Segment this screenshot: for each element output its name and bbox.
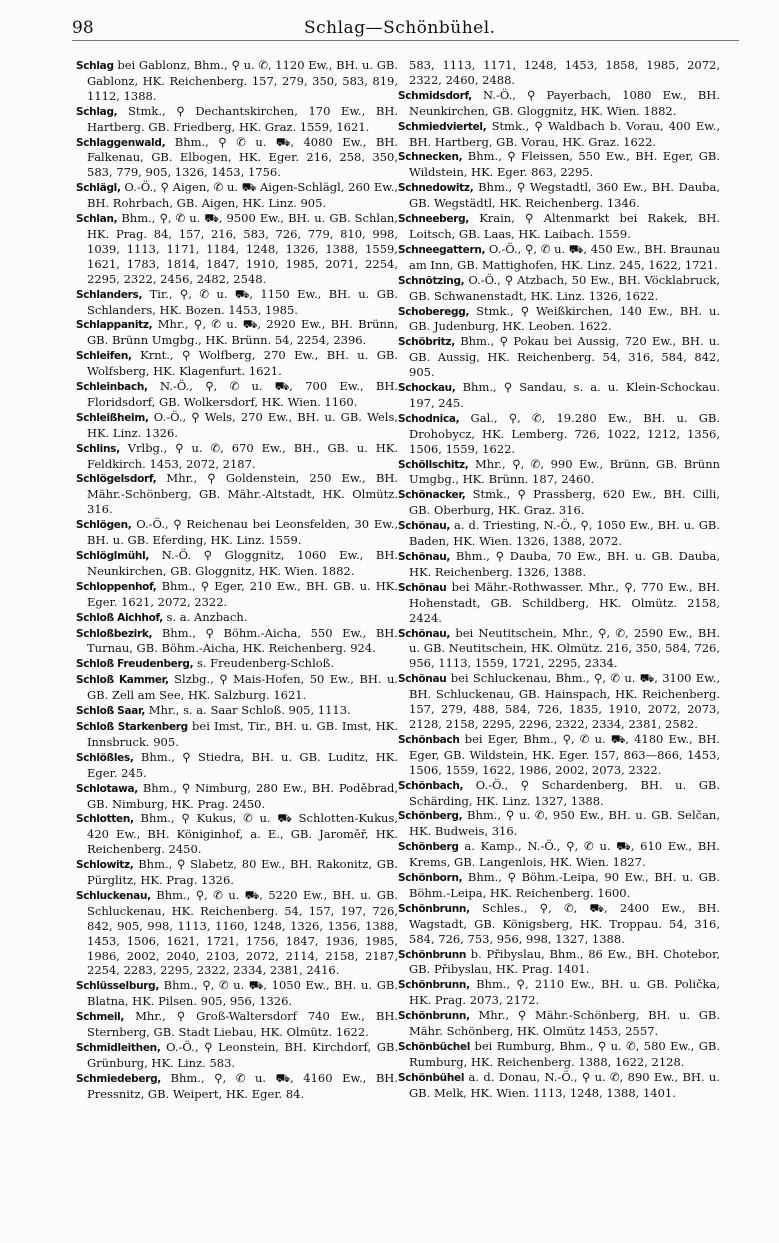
gazetteer-entry xyxy=(398,977,720,1008)
gazetteer-entry xyxy=(398,149,720,180)
entry-text: bei Eger, Bhm., ⚲, ✆ u. ⛟, 4180 Ew., BH. Eger, GB. Wildstein, HK. Eger. 157, 863—866, 1453, 1506, 1559, 1622, 1986, 2002, 2073, 2322. xyxy=(409,731,721,777)
entry-text: Stmk., ⚲ Weißkirchen, 140 Ew., BH. u. GB. Judenburg, HK. Leoben. 1622. xyxy=(409,303,721,334)
gazetteer-entry xyxy=(398,58,720,88)
gazetteer-entry xyxy=(76,1009,398,1040)
entry-headword: Schlögelsdorf, xyxy=(76,473,157,486)
entry-text: Bhm., ⚲, ✆ u. ⛟, 9500 Ew., BH. u. GB. Schlan, HK. Prag. 84, 157, 216, 583, 726, 779, 810, 998, 1039, 1113, 1171, 1184, 1248, 1326, 1388, 1559, 1621, 1783, 1814, 1847, 1910, 1985, 2071, 2254, 2295, 2322, 2456, 2482, 2548. xyxy=(87,211,398,286)
gazetteer-entry xyxy=(398,870,720,901)
entry-headword: Schlotawa, xyxy=(76,782,138,795)
entry-headword: Schlanders, xyxy=(76,288,143,301)
entry-headword: Schlüsselburg, xyxy=(76,980,160,993)
entry-headword: Schönbrunn, xyxy=(398,979,470,992)
entry-headword: Schneegattern, xyxy=(398,243,486,256)
gazetteer-entry xyxy=(76,548,398,579)
gazetteer-entry xyxy=(76,672,398,703)
entry-headword: Schnecken, xyxy=(398,151,463,164)
entry-text: b. Přibyslau, Bhm., 86 Ew., BH. Chotebor, GB. Přibyslau, HK. Prag. 1401. xyxy=(409,946,720,977)
gazetteer-entry xyxy=(76,104,398,135)
entry-headword: Schlag xyxy=(76,60,114,72)
entry-text: Mhr., ⚲ Groß-Waltersdorf 740 Ew., BH. Sternberg, GB. Stadt Liebau, HK. Olmütz. 1622. xyxy=(87,1009,398,1040)
gazetteer-entry xyxy=(76,610,398,626)
entry-text: O.-Ö., ⚲ Leonstein, BH. Kirchdorf, GB. Grünburg, HK. Linz. 583. xyxy=(87,1040,399,1070)
entry-text: bei Imst, Tir., BH. u. GB. Imst, HK. Innsbruck. 905. xyxy=(87,718,398,749)
entry-text: a. d. Donau, N.-Ö., ⚲ u. ✆, 890 Ew., BH. u. GB. Melk, HK. Wien. 1113, 1248, 1388, 1401. xyxy=(409,1069,720,1100)
gazetteer-entry xyxy=(76,781,398,812)
entry-headword: Schönau xyxy=(398,581,447,594)
entry-headword: Schloß Aichhof, xyxy=(76,611,163,624)
entry-headword: Schodnica, xyxy=(398,412,460,425)
entry-text: Mhr., ⚲, ✆, 990 Ew., Brünn, GB. Brünn Umgbg., HK. Brünn. 187, 2460. xyxy=(409,456,721,487)
gazetteer-entry xyxy=(398,518,720,549)
gazetteer-entry xyxy=(398,626,720,672)
right-column xyxy=(398,58,720,1101)
entry-text: bei Mähr.-Rothwasser. Mhr., ⚲, 770 Ew., BH. Hohenstadt, GB. Schildberg, HK. Olmütz. 2158, 2424. xyxy=(409,579,720,625)
entry-headword: Schönbüchel xyxy=(398,1041,471,1053)
gazetteer-entry xyxy=(398,671,720,732)
entry-headword: Schlotten, xyxy=(76,813,134,826)
entry-headword: Schleifen, xyxy=(76,350,132,363)
entry-headword: Schloßbezirk, xyxy=(76,627,153,640)
entry-headword: Schloß Freudenberg, xyxy=(76,658,194,671)
entry-text: bei Gablonz, Bhm., ⚲ u. ✆, 1120 Ew., BH. u. GB. Gablonz, HK. Reichenberg. 157, 279, 350, 583, 819, 1112, 1388. xyxy=(87,58,398,103)
entry-text: Bhm., ⚲ Böhm.-Leipa, 90 Ew., BH. u. GB. Böhm.-Leipa, HK. Reichenberg. 1600. xyxy=(409,870,721,900)
gazetteer-entry xyxy=(76,719,398,750)
gazetteer-entry xyxy=(398,457,720,488)
gazetteer-entry xyxy=(76,211,398,287)
gazetteer-entry xyxy=(398,180,720,211)
entry-headword: Schockau, xyxy=(398,382,456,395)
entry-headword: Schmidleithen, xyxy=(76,1042,161,1054)
entry-headword: Schmidsdorf, xyxy=(398,89,472,102)
entry-headword: Schleinbach, xyxy=(76,381,148,394)
entry-text: Bhm., ⚲ Eger, 210 Ew., BH. GB. u. HK. Eger. 1621, 2072, 2322. xyxy=(87,578,399,609)
gazetteer-entry xyxy=(398,88,720,119)
entry-text: bei Rumburg, Bhm., ⚲ u. ✆, 580 Ew., GB. Rumburg, HK. Reichenberg. 1388, 1622, 2128. xyxy=(409,1039,721,1069)
entry-text: Mhr., ⚲ Mähr.-Schönberg, BH. u. GB. Mähr. Schönberg, HK. Olmütz 1453, 2557. xyxy=(409,1008,721,1039)
entry-headword: Schönbach, xyxy=(398,779,464,792)
gazetteer-entry xyxy=(398,839,720,870)
gazetteer-entry xyxy=(398,211,720,242)
gazetteer-entry xyxy=(398,334,720,380)
entry-text: Bhm., ⚲, 2110 Ew., BH. u. GB. Polička, HK. Prag. 2073, 2172. xyxy=(409,977,721,1008)
entry-headword: Schönau, xyxy=(398,627,451,640)
gazetteer-entry xyxy=(76,1071,398,1102)
entry-headword: Schlägl, xyxy=(76,182,121,195)
gazetteer-entry xyxy=(398,242,720,273)
entry-text: Bhm., ⚲ Stiedra, BH. u. GB. Luditz, HK. Eger. 245. xyxy=(87,749,398,780)
entry-headword: Schloß Saar, xyxy=(76,705,146,718)
gazetteer-entry xyxy=(76,626,398,657)
entry-headword: Schmiedeberg, xyxy=(76,1072,161,1085)
entry-headword: Schlins, xyxy=(76,442,120,455)
gazetteer-entry xyxy=(76,579,398,610)
entry-headword: Schlan, xyxy=(76,213,118,226)
entry-headword: Schoberegg, xyxy=(398,305,470,318)
entry-headword: Schönau xyxy=(398,673,447,686)
entry-text: Slzbg., ⚲ Mais-Hofen, 50 Ew., BH. u. GB. Zell am See, HK. Salzburg. 1621. xyxy=(87,672,399,703)
entry-text: s. a. Anzbach. xyxy=(166,609,248,624)
entry-text: O.-Ö., ⚲, ✆ u. ⛟, 450 Ew., BH. Braunau am Inn, GB. Mattighofen, HK. Linz. 245, 1622, 1721. xyxy=(409,241,721,272)
entry-headword: Schönberg xyxy=(398,841,459,854)
entry-headword: Schlappanitz, xyxy=(76,319,153,332)
entry-text: O.-Ö., ⚲ Wels, 270 Ew., BH. u. GB. Wels, HK. Linz. 1326. xyxy=(87,409,399,440)
entry-headword: Schleißheim, xyxy=(76,411,149,424)
entry-text: a. d. Triesting, N.-Ö., ⚲, 1050 Ew., BH. u. GB. Baden, HK. Wien. 1326, 1388, 2072. xyxy=(409,518,720,549)
entry-headword: Schluckenau, xyxy=(76,889,151,902)
entry-text: bei Schluckenau, Bhm., ⚲, ✆ u. ⛟, 3100 Ew., BH. Schluckenau, GB. Hainspach, HK. Reichenberg. 157, 279, 488, 584, 726, 1835, 1910, 2072, 2073, 2128, 2158, 2295, 2296, 2322, 2334, 2381, 2582. xyxy=(409,671,720,731)
gazetteer-entry xyxy=(398,580,720,626)
entry-headword: Schönacker, xyxy=(398,489,466,502)
gazetteer-entry xyxy=(76,703,398,719)
entry-headword: Schönberg, xyxy=(398,810,463,823)
entry-text: Bhm., ⚲ Nimburg, 280 Ew., BH. Poděbrad, GB. Nimburg, HK. Prag. 2450. xyxy=(87,780,398,811)
entry-headword: Schlöglmühl, xyxy=(76,550,150,562)
entry-text: bei Neutitschein, Mhr., ⚲, ✆, 2590 Ew., BH. u. GB. Neutitschein, HK. Olmütz. 216, 350, 584, 726, 956, 1113, 1559, 1721, 2295, 2334. xyxy=(409,625,720,671)
gazetteer-entry xyxy=(398,1008,720,1039)
gazetteer-entry xyxy=(76,978,398,1009)
entry-headword: Schmiedviertel, xyxy=(398,120,487,133)
entry-text: N.-Ö., ⚲ Payerbach, 1080 Ew., BH. Neunkirchen, GB. Gloggnitz, HK. Wien. 1882. xyxy=(409,87,721,118)
entry-text: Mhr., s. a. Saar Schloß. 905, 1113. xyxy=(148,703,351,718)
gazetteer-entry xyxy=(398,304,720,335)
gazetteer-entry xyxy=(76,656,398,672)
entry-headword: Schönbühel xyxy=(398,1071,465,1084)
entry-headword: Schnötzing, xyxy=(398,274,465,287)
entry-headword: Schloß Kammer, xyxy=(76,674,169,687)
entry-text: Bhm., ⚲ ✆ u. ⛟, 4080 Ew., BH. Falkenau, GB. Elbogen, HK. Eger. 216, 258, 350, 583, 779, 905, 1326, 1453, 1756. xyxy=(87,134,398,180)
entry-text: Bhm., ⚲ Wegstadtl, 360 Ew., BH. Dauba, GB. Wegstädtl, HK. Reichenberg. 1346. xyxy=(409,180,720,211)
entry-text: s. Freudenberg-Schloß. xyxy=(196,656,335,671)
left-column xyxy=(76,58,398,1102)
gazetteer-entry xyxy=(398,732,720,778)
gazetteer-entry xyxy=(76,517,398,548)
entry-text: N.-Ö., ⚲, ✆ u. ⛟, 700 Ew., BH. Floridsdorf, GB. Wolkersdorf, HK. Wien. 1160. xyxy=(87,379,399,409)
gazetteer-entry xyxy=(76,811,398,857)
gazetteer-entry xyxy=(76,135,398,181)
gazetteer-entry xyxy=(398,487,720,518)
entry-text: 583, 1113, 1171, 1248, 1453, 1858, 1985, 2072, 2322, 2460, 2488. xyxy=(409,58,720,87)
entry-text: O.-Ö., ⚲ Atzbach, 50 Ew., BH. Vöcklabruck, GB. Schwanenstadt, HK. Linz. 1326, 1622. xyxy=(409,272,721,303)
entry-headword: Schönau, xyxy=(398,520,451,533)
entry-headword: Schönbrunn, xyxy=(398,902,470,915)
entry-text: Bhm., ⚲ Sandau, s. a. u. Klein-Schockau. 197, 245. xyxy=(409,380,720,410)
entry-text: Bhm., ⚲, ✆ u. ⛟, 4160 Ew., BH. Pressnitz, GB. Weipert, HK. Eger. 84. xyxy=(87,1070,398,1101)
gazetteer-entry xyxy=(398,1070,720,1101)
gazetteer-entry xyxy=(76,58,398,104)
gazetteer-entry xyxy=(398,411,720,457)
entry-headword: Schloppenhof, xyxy=(76,580,157,593)
entry-headword: Schmeil, xyxy=(76,1011,125,1024)
entry-text: Bhm., ⚲ Fleissen, 550 Ew., BH. Eger, GB. Wildstein, HK. Eger. 863, 2295. xyxy=(409,149,720,180)
entry-headword: Schloß Starkenberg xyxy=(76,720,188,733)
entry-text: O.-Ö., ⚲ Reichenau bei Leonsfelden, 30 Ew., BH. u. GB. Eferding, HK. Linz. 1559. xyxy=(87,517,398,548)
entry-headword: Schönbrunn, xyxy=(398,1010,470,1023)
gazetteer-entry xyxy=(76,410,398,441)
page-header xyxy=(72,14,739,41)
gazetteer-entry xyxy=(76,348,398,379)
entry-headword: Schlag, xyxy=(76,105,118,118)
entry-text: Krnt., ⚲ Wolfberg, 270 Ew., BH. u. GB. Wolfsberg, HK. Klagenfurt. 1621. xyxy=(87,348,398,379)
entry-text: O.-Ö., ⚲ Schardenberg, BH. u. GB. Schärding, HK. Linz. 1327, 1388. xyxy=(409,777,721,808)
entry-text: N.-Ö. ⚲ Gloggnitz, 1060 Ew., BH. Neunkirchen, GB. Gloggnitz, HK. Wien. 1882. xyxy=(87,548,399,578)
entry-text: Tir., ⚲, ✆ u. ⛟, 1150 Ew., BH. u. GB. Schlanders, HK. Bozen. 1453, 1985. xyxy=(87,286,399,317)
entry-headword: Schlaggenwald, xyxy=(76,136,166,149)
entry-text: Krain, ⚲ Altenmarkt bei Rakek, BH. Loitsch, GB. Laas, HK. Laibach. 1559. xyxy=(409,211,720,241)
entry-headword: Schlößles, xyxy=(76,751,134,764)
entry-text: a. Kamp., N.-Ö., ⚲, ✆ u. ⛟, 610 Ew., BH. Krems, GB. Langenlois, HK. Wien. 1827. xyxy=(409,839,720,870)
entry-text: Vrlbg., ⚲ u. ✆, 670 Ew., BH., GB. u. HK. Feldkirch. 1453, 2072, 2187. xyxy=(87,440,398,471)
entry-headword: Schöbritz, xyxy=(398,336,455,349)
gazetteer-entry xyxy=(76,287,398,318)
gazetteer-entry xyxy=(398,549,720,580)
gazetteer-entry xyxy=(398,1039,720,1070)
gazetteer-entry xyxy=(398,119,720,150)
running-head: Schlag—Schönbühel. xyxy=(304,18,496,38)
gazetteer-entry xyxy=(76,317,398,348)
gazetteer-entry xyxy=(398,778,720,809)
gazetteer-entry xyxy=(76,379,398,410)
gazetteer-entry xyxy=(398,947,720,978)
entry-text: Schles., ⚲, ✆, ⛟, 2400 Ew., BH. Wagstadt, GB. Königsberg, HK. Troppau. 54, 316, 584, 726, 753, 956, 998, 1327, 1388. xyxy=(409,900,720,946)
entry-headword: Schneeberg, xyxy=(398,213,469,226)
gazetteer-entry xyxy=(398,380,720,411)
gazetteer-entry xyxy=(398,901,720,947)
page-number: 98 xyxy=(72,18,94,38)
entry-headword: Schönborn, xyxy=(398,872,463,885)
entry-text: Bhm., ⚲ Slabetz, 80 Ew., BH. Rakonitz, GB. Pürglitz, HK. Prag. 1326. xyxy=(87,857,398,888)
entry-text: O.-Ö., ⚲ Aigen, ✆ u. ⛟ Aigen-Schlägl, 260 Ew., BH. Rohrbach, GB. Aigen, HK. Linz. 905. xyxy=(87,180,399,211)
entry-text: Stmk., ⚲ Prassberg, 620 Ew., BH. Cilli, GB. Oberburg, HK. Graz. 316. xyxy=(409,487,720,518)
entry-text: Bhm., ⚲ u. ✆, 950 Ew., BH. u. GB. Selčan, HK. Budweis, 316. xyxy=(409,808,720,839)
entry-text: Bhm., ⚲, ✆ u. ⛟, 1050 Ew., BH. u. GB. Blatna, HK. Pilsen. 905, 956, 1326. xyxy=(87,978,398,1009)
entry-text: Stmk., ⚲ Waldbach b. Vorau, 400 Ew., BH. Hartberg, GB. Vorau, HK. Graz. 1622. xyxy=(409,118,721,149)
entry-headword: Schlögen, xyxy=(76,519,132,532)
entry-text: Mhr., ⚲, ✆ u. ⛟, 2920 Ew., BH. Brünn, GB. Brünn Umgbg., HK. Brünn. 54, 2254, 2396. xyxy=(87,317,399,348)
entry-text: Bhm., ⚲ Dauba, 70 Ew., BH. u. GB. Dauba, HK. Reichenberg. 1326, 1388. xyxy=(409,549,721,579)
gazetteer-entry xyxy=(76,1040,398,1071)
entry-text: Gal., ⚲, ✆, 19.280 Ew., BH. u. GB. Drohobycz, HK. Lemberg. 726, 1022, 1212, 1356, 1506, 1559, 1622. xyxy=(409,410,721,456)
gazetteer-entry xyxy=(398,273,720,304)
gazetteer-entry xyxy=(76,471,398,517)
entry-text: Bhm., ⚲ Pokau bei Aussig, 720 Ew., BH. u. GB. Aussig, HK. Reichenberg. 54, 316, 584, 842, 905. xyxy=(409,334,720,380)
entry-headword: Schlowitz, xyxy=(76,859,134,872)
gazetteer-entry xyxy=(76,441,398,472)
entry-text: Bhm., ⚲ Kukus, ✆ u. ⛟ Schlotten-Kukus, 420 Ew., BH. Königinhof, a. E., GB. Jaroměř, HK. Reichenberg. 2450. xyxy=(87,811,399,857)
entry-text: Stmk., ⚲ Dechantskirchen, 170 Ew., BH. Hartberg. GB. Friedberg, HK. Graz. 1559, 1621. xyxy=(87,103,398,134)
entry-headword: Schönbrunn xyxy=(398,948,467,961)
entry-text: Mhr., ⚲ Goldenstein, 250 Ew., BH. Mähr.-Schönberg, GB. Mähr.-Altstadt, HK. Olmütz. 316. xyxy=(87,471,398,517)
entry-text: Bhm., ⚲ Böhm.-Aicha, 550 Ew., BH. Turnau, GB. Böhm.-Aicha, HK. Reichenberg. 924. xyxy=(87,625,398,656)
entry-text: Bhm., ⚲, ✆ u. ⛟, 5220 Ew., BH. u. GB. Schluckenau, HK. Reichenberg. 54, 157, 197, 726, 842, 905, 998, 1113, 1160, 1248, 1326, 1356, 1388, 1453, 1506, 1621, 1721, 1756, 1847, 1936, 1985, 1986, 2002, 2040, 2103, 2072, 2114, 2158, 2187, 2254, 2283, 2295, 2322, 2334, 2381, 2416. xyxy=(87,887,398,978)
gazetteer-entry xyxy=(398,808,720,839)
gazetteer-entry xyxy=(76,180,398,211)
entry-headword: Schnedowitz, xyxy=(398,182,474,195)
entry-headword: Schönau, xyxy=(398,551,451,563)
gazetteer-entry xyxy=(76,888,398,978)
entry-headword: Schönbach xyxy=(398,733,460,746)
entry-headword: Schöllschitz, xyxy=(398,458,469,471)
gazetteer-entry xyxy=(76,857,398,888)
gazetteer-entry xyxy=(76,750,398,781)
